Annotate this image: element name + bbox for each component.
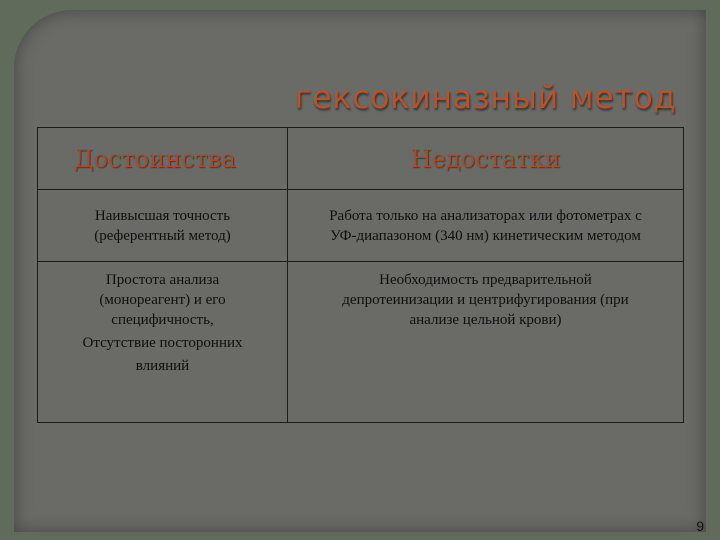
table-header-row <box>38 128 684 190</box>
advantages-header: Достоинства <box>38 128 288 190</box>
disadvantages-cell <box>288 190 684 262</box>
disadvantages-cell <box>288 262 684 423</box>
table-row <box>38 262 684 423</box>
page-number: 9 <box>696 518 704 534</box>
cell-text-line: депротеинизации и центрифугирования (при <box>342 292 629 308</box>
cell-text-line: УФ-диапазоном (340 нм) кинетическим методом <box>330 227 641 244</box>
cell-text-line: Наивысшая точность <box>94 207 231 224</box>
cell-text-line: специфичность, <box>111 312 214 328</box>
cell-text-line: Необходимость предварительной <box>379 272 592 288</box>
cell-text-line: (монореагент) и его <box>99 292 226 308</box>
comparison-table <box>37 127 684 423</box>
cell-text-line: анализе цельной крови) <box>409 312 562 328</box>
disadvantages-header: Недостатки <box>288 128 684 190</box>
advantages-cell <box>38 262 288 423</box>
slide-title: гексокиназный метод <box>294 78 676 116</box>
advantages-cell <box>38 190 288 262</box>
cell-text-line: Работа только на анализаторах или фотометрах с <box>329 207 642 224</box>
table-row <box>38 190 684 262</box>
cell-text-line: влияний <box>135 358 190 374</box>
cell-text-line: (референтный метод) <box>94 227 231 244</box>
cell-text-line: Простота анализа <box>105 272 220 288</box>
cell-text-line: Отсутствие посторонних <box>82 335 243 351</box>
